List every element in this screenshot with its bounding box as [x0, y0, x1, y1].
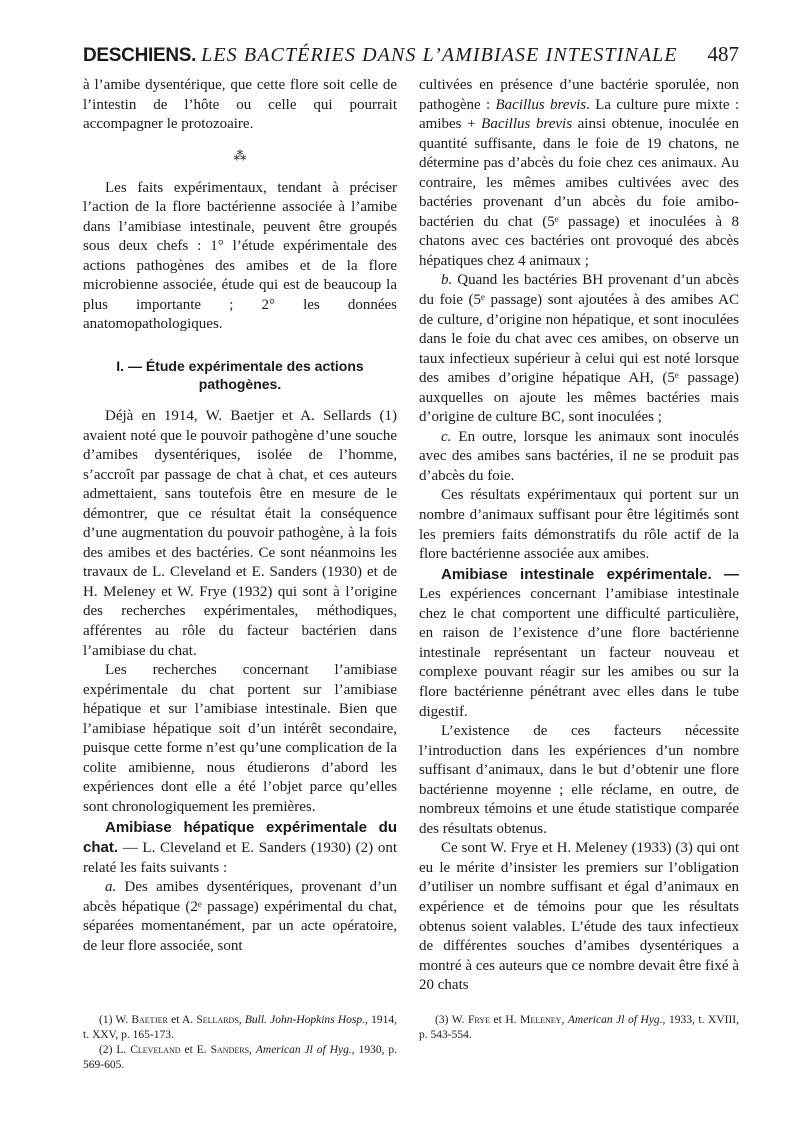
italic-text: Bull. John-Hopkins Hosp. — [244, 1014, 366, 1026]
header-author: DESCHIENS. — [83, 45, 197, 66]
text-run: Déjà en 1914, W. Baetjer et A. Sellards (1) avaient noté que le pouvoir pathogène d’une souche d’amibes dysentériques, isolée de l’homme, s’accroît par passage de chat à chat, et ces auteurs admettaient, sans toutefois être en mesure de le démontrer, que ce résultat était la conséquence d’une augmentation du pouvoir pathogène, à la fois des amibes et des bactéries. Ce sont néanmoins les travaux de L. Cleveland et E. Sanders (1930) et de H. Meleney et W. Frye (1932) qui sont à l’origine des recherches expérimentales, méthodiques, afférentes au rôle du facteur bactérien dans l’amibiase du chat. — [83, 408, 397, 659]
text-run: Ces résultats expérimentaux qui portent sur un nombre d’animaux suffisant pour être légitimés sont les premiers faits démonstratifs du rôle actif de la flore bactérienne associée aux amibes. — [419, 487, 739, 563]
author-name: Sellards — [196, 1014, 239, 1026]
text-run: (1) W. — [99, 1014, 132, 1026]
paragraph — [419, 722, 739, 839]
text-run: , 1933, t. XVIII, p. 543-554. — [419, 1014, 740, 1041]
text-run: , — [238, 1014, 245, 1026]
paragraph — [83, 878, 397, 956]
text-run: (2) L. — [99, 1044, 131, 1056]
footnote — [83, 1043, 397, 1073]
paragraph — [419, 839, 739, 995]
paragraph — [419, 565, 739, 722]
paragraph — [419, 76, 739, 271]
left-column — [83, 76, 397, 956]
author-name: Meleney — [520, 1014, 562, 1026]
asterism-separator — [83, 147, 397, 163]
author-name: Cleveland — [130, 1044, 181, 1056]
author-name: Frye — [468, 1014, 490, 1026]
right-column — [419, 76, 739, 996]
footnote — [419, 1013, 739, 1043]
italic-text: Bacillus brevis — [481, 116, 573, 133]
text-run: , 1930, p. 569-605. — [83, 1044, 398, 1071]
header-title: LES BACTÉRIES DANS L’AMIBIASE INTESTINALE — [201, 44, 678, 66]
italic-text: Bacillus brevis — [495, 96, 587, 113]
paragraph — [419, 486, 739, 564]
paragraph — [419, 428, 739, 487]
text-run: et A. — [167, 1014, 197, 1026]
text-run: , 1914, t. XXV, p. 165-173. — [83, 1014, 397, 1041]
italic-text: American Jl of Hyg. — [255, 1044, 352, 1056]
italic-text: American Jl of Hyg. — [567, 1014, 663, 1026]
paragraph — [83, 76, 397, 135]
author-name: Baetjer — [131, 1014, 168, 1026]
run-in-heading: Amibiase hépatique expérimentale du chat. — [83, 818, 397, 857]
paragraph — [83, 818, 397, 879]
text-run: cultivées en présence d’une bactérie sporulée, non pathogène : — [419, 77, 739, 113]
footnotes-left — [83, 1013, 397, 1073]
text-run: , — [249, 1044, 256, 1056]
text-run: I. — Étude expérimentale des actions pathogènes. — [116, 358, 364, 393]
text-run: Ce sont W. Frye et H. Meleney (1933) (3) qui ont eu le mérite d’insister les premiers sur l’obligation d’utiliser un nombre suffisant et égal d’animaux en expérience et de témoins pour que les résultats obtenus soient valables. L’étude des taux infectieux de différentes souches d’amibes dysentériques a montré à ces auteurs que ce nombre devait être fixé à 20 chats — [419, 840, 739, 994]
text-run: Les faits expérimentaux, tendant à préciser l’action de la flore bactérienne associée à l’amibe dans l’amibiase intestinale, peuvent être groupés sous deux chefs : 1° l’étude expérimentale des actions pathogènes des amibes et de la flore microbienne associée, étude qui est de beaucoup la plus importante ; 2° les données anatomopathologiques. — [83, 179, 397, 333]
text-run: Les recherches concernant l’amibiase expérimentale du chat portent sur l’amibiase hépatique et sur l’amibiase intestinale. Bien que l’amibiase hépatique soit d’un intérêt secondaire, puisque cette forme n’est qu’une complication de la colite amibienne, nous étudierons d’abord les expériences dont elle a été l’objet parce qu’elles sont chronologiquement les premières. — [83, 662, 397, 815]
footnotes-right — [419, 1013, 739, 1043]
italic-text: c. — [441, 428, 452, 445]
text-run: — L. Cleveland et E. Sanders (1930) (2) ont relaté les faits suivants : — [83, 840, 397, 876]
author-name: Sanders — [210, 1044, 250, 1056]
text-run: ⁂ — [233, 147, 247, 163]
paragraph — [83, 179, 397, 335]
italic-text: a. — [105, 879, 117, 896]
italic-text: b. — [441, 272, 453, 289]
text-run: Les expériences concernant l’amibiase intestinale chez le chat comportent une difficulté particulière, en raison de l’existence d’une flore bactérienne intestinale représentant un facteur nouveau et complexe pouvant réagir sur les amibes ou sur la flore bactérienne pénétrant avec elles dans le tube digestif. — [419, 586, 739, 720]
run-in-heading: Amibiase intestinale expérimentale. — — [441, 565, 739, 583]
text-run: . La culture pure mixte : amibes + — [419, 96, 740, 133]
text-run: (3) W. — [435, 1014, 468, 1026]
paragraph — [83, 407, 397, 661]
paragraph — [419, 271, 739, 427]
page-number: 487 — [707, 42, 739, 66]
text-run: Quand les bactéries BH provenant d’un abcès du foie (5ᵉ passage) sont ajoutées à des amibes AC de culture, d’origine non hépatique, et sont inoculées dans le foie du chat avec ces amibes, on observe un taux infectieux supérieur à celui qui est noté lorsque des amibes d’origine hépatique AH, (5ᵉ passage) auxquelles on ajoute les mêmes bactéries mais d’origine de culture BC, sont inoculées ; — [419, 272, 739, 426]
text-run: L’existence de ces facteurs nécessite l’introduction dans les expériences d’un nombre suffisant d’animaux, dans le but d’obtenir une flore bactérienne moyenne ; elle réclame, en outre, de nombreux témoins et une étude statistique comparée des résultats obtenus. — [419, 723, 739, 837]
running-header — [83, 42, 739, 67]
text-run: , — [561, 1014, 568, 1026]
text-run: En outre, lorsque les animaux sont inoculés avec des amibes sans bactéries, il ne se produit pas d’abcès du foie. — [419, 428, 739, 484]
footnote — [83, 1013, 397, 1043]
text-run: Des amibes dysentériques, provenant d’un abcès hépatique (2ᵉ passage) expérimental du chat, séparées momentanément, par un acte opératoire, de leur flore associée, sont — [83, 879, 397, 954]
section-heading — [83, 357, 397, 393]
text-run: ainsi obtenue, inoculée en quantité suffisante, dans le foie de 19 chatons, ne détermine pas d’abcès du foie chez ces animaux. Au contraire, les mêmes amibes cultivées avec des bactéries provenant d’un abcès du foie amibo-bactérien du chat (5ᵉ passage) et inoculées à 8 chatons avec ces bactéries ont provoqué des abcès hépatiques chez 4 animaux ; — [419, 116, 740, 269]
text-run: et H. — [489, 1014, 521, 1026]
paragraph — [83, 661, 397, 817]
text-run: et E. — [180, 1044, 211, 1056]
text-run: à l’amibe dysentérique, que cette flore soit celle de l’intestin de l’hôte ou celle qui pourrait accompagner le protozoaire. — [83, 77, 397, 133]
